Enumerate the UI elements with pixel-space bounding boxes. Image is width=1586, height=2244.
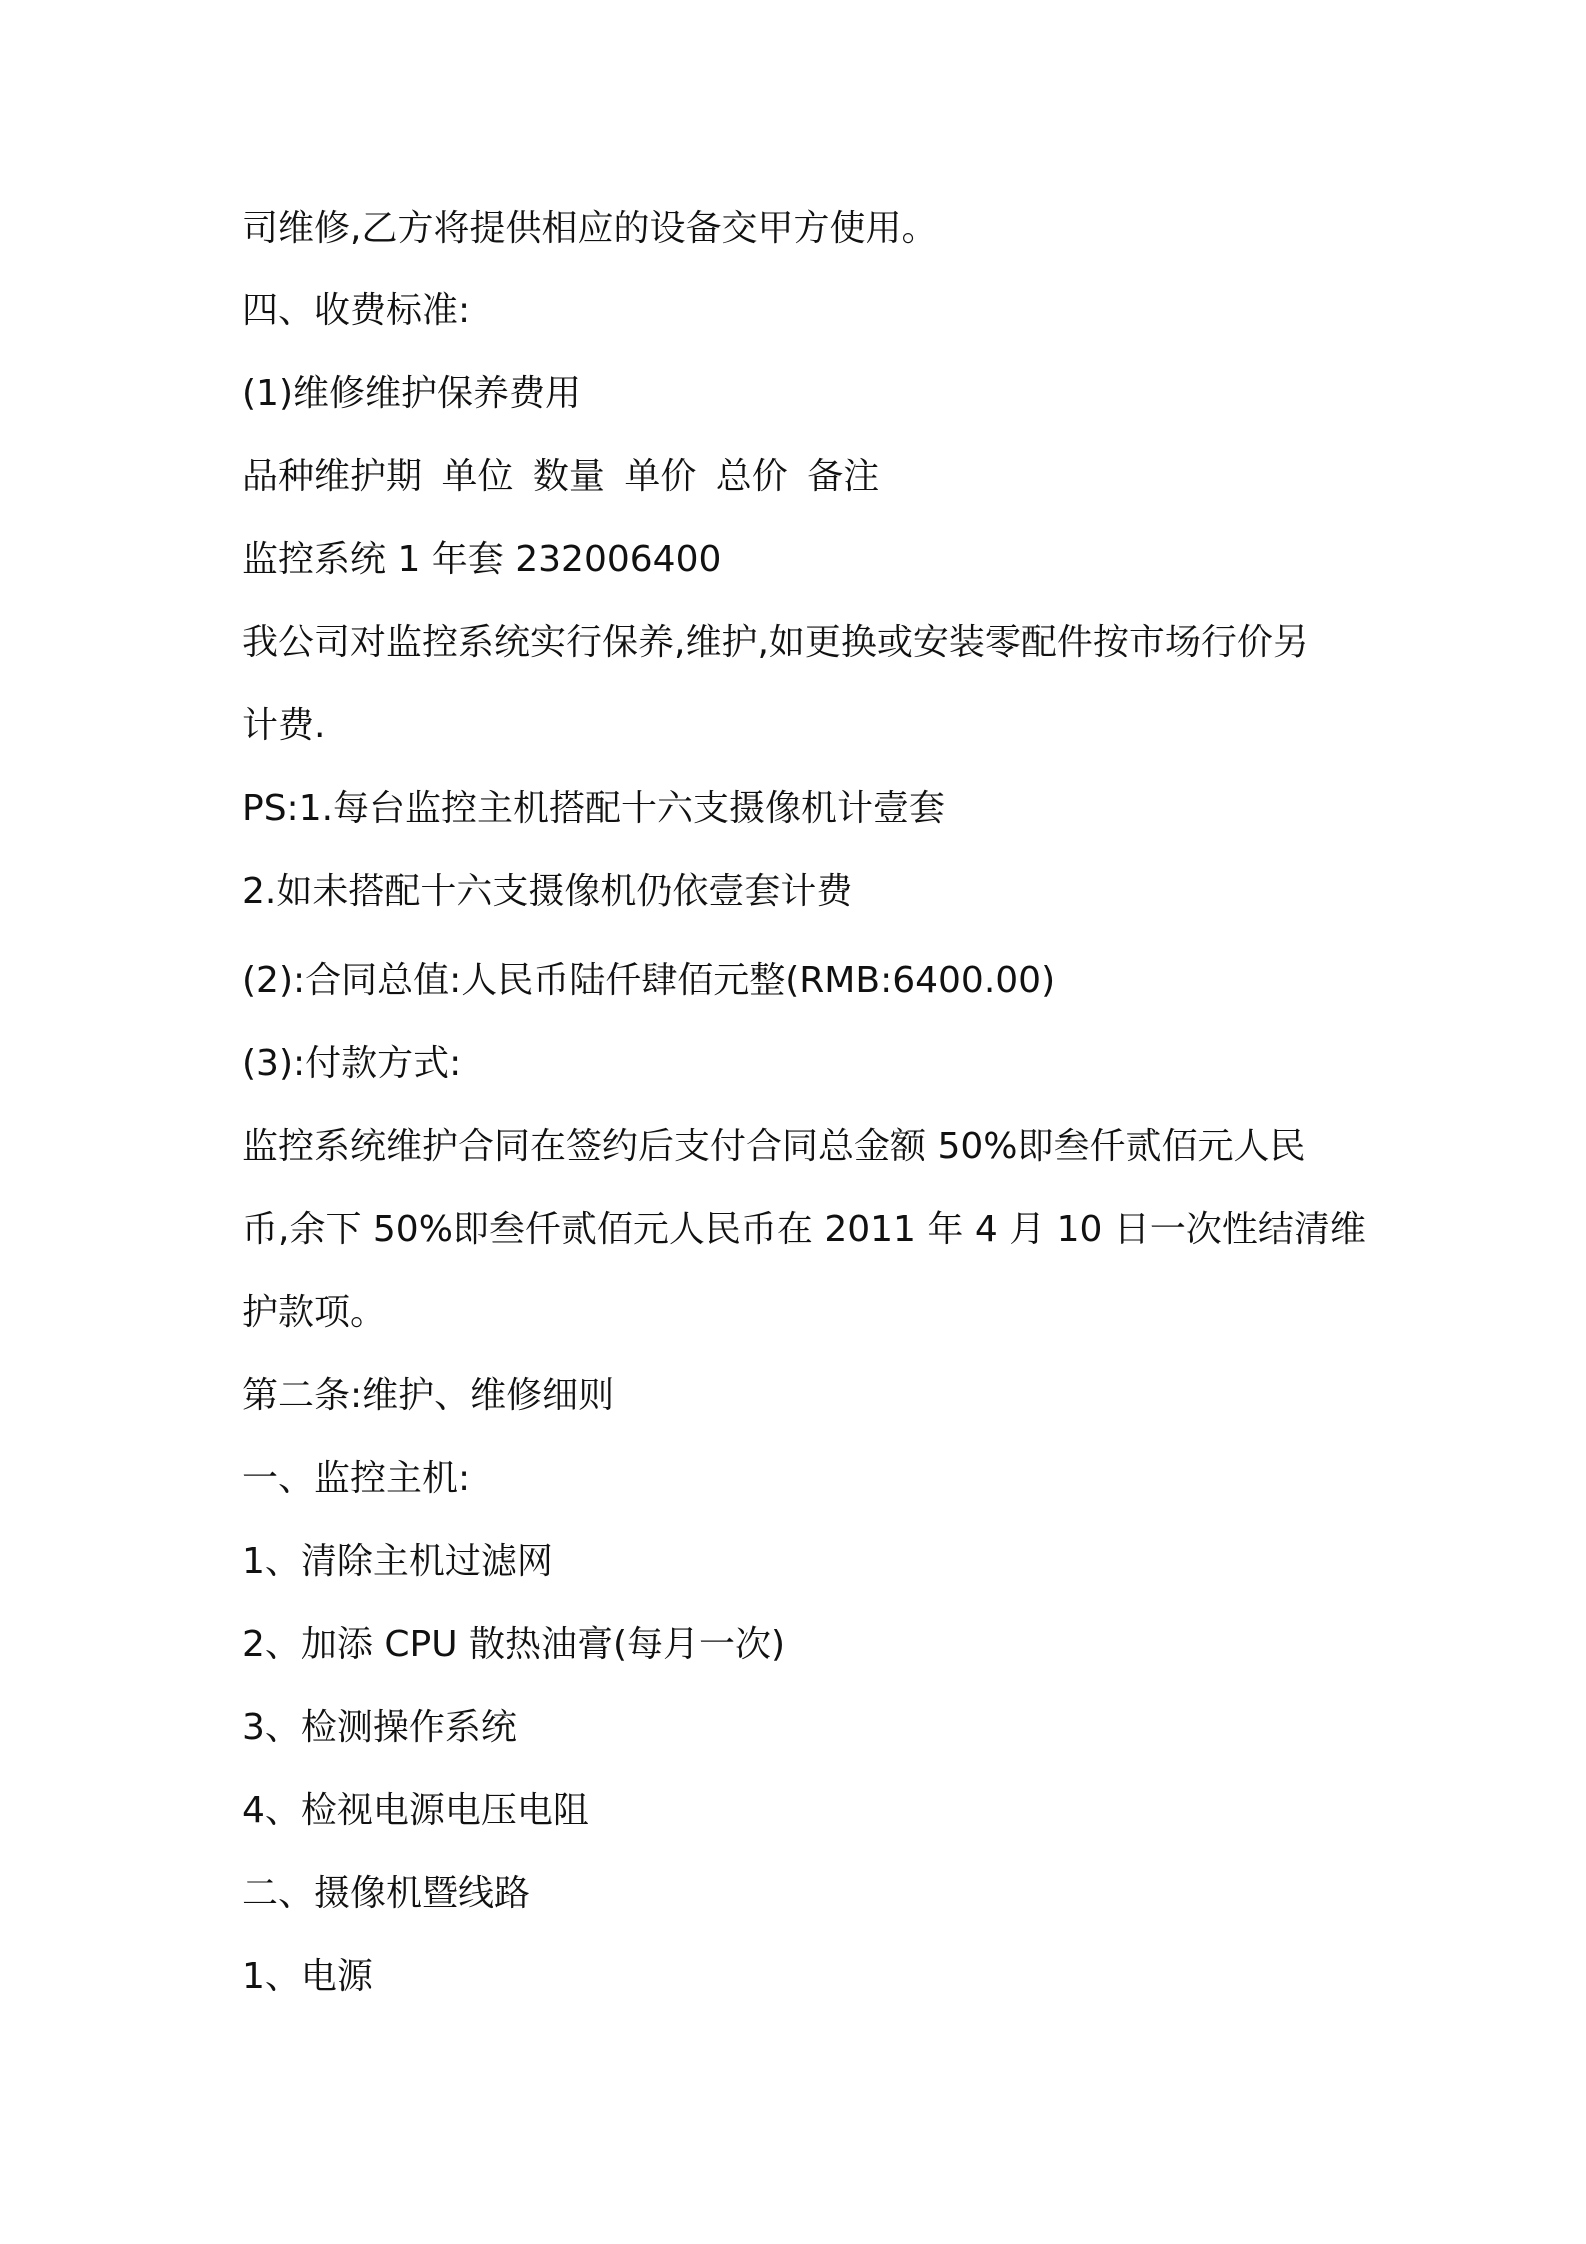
- text-line-1: 司维修,乙方将提供相应的设备交甲方使用。: [242, 208, 938, 249]
- fee-table-header: 品种维护期 单位 数量 单价 总价 备注: [242, 456, 880, 497]
- camera-wiring-heading: 二、摄像机暨线路: [242, 1873, 531, 1914]
- text-line-maintenance-note: 我公司对监控系统实行保养,维护,如更换或安装零配件按市场行价另: [242, 622, 1309, 663]
- host-item-3: 3、检测操作系统: [242, 1707, 517, 1748]
- ps-note-1: PS:1.每台监控主机搭配十六支摄像机计壹套: [242, 788, 946, 829]
- contract-total-value: (2):合同总值:人民币陆仟肆佰元整(RMB:6400.00): [242, 960, 1056, 1001]
- subsection-maintenance-fee: (1)维修维护保养费用: [242, 373, 581, 414]
- fee-table-row: 监控系统 1 年套 232006400: [242, 539, 722, 580]
- ps-note-2: 2.如未搭配十六支摄像机仍依壹套计费: [242, 871, 853, 912]
- text-line-billing: 计费.: [242, 705, 326, 746]
- host-item-1: 1、清除主机过滤网: [242, 1541, 553, 1582]
- host-item-4: 4、检视电源电压电阻: [242, 1790, 589, 1831]
- host-item-2: 2、加添 CPU 散热油膏(每月一次): [242, 1624, 786, 1665]
- payment-terms-line-2: 币,余下 50%即叁仟贰佰元人民币在 2011 年 4 月 10 日一次性结清维: [242, 1209, 1366, 1250]
- payment-method-heading: (3):付款方式:: [242, 1043, 462, 1084]
- article-two-heading: 第二条:维护、维修细则: [242, 1375, 615, 1416]
- camera-item-1: 1、电源: [242, 1956, 373, 1997]
- payment-terms-line-3: 护款项。: [242, 1292, 387, 1333]
- section-heading-fee-standard: 四、收费标准:: [242, 290, 471, 331]
- monitoring-host-heading: 一、监控主机:: [242, 1458, 471, 1499]
- payment-terms-line-1: 监控系统维护合同在签约后支付合同总金额 50%即叁仟贰佰元人民: [242, 1126, 1306, 1167]
